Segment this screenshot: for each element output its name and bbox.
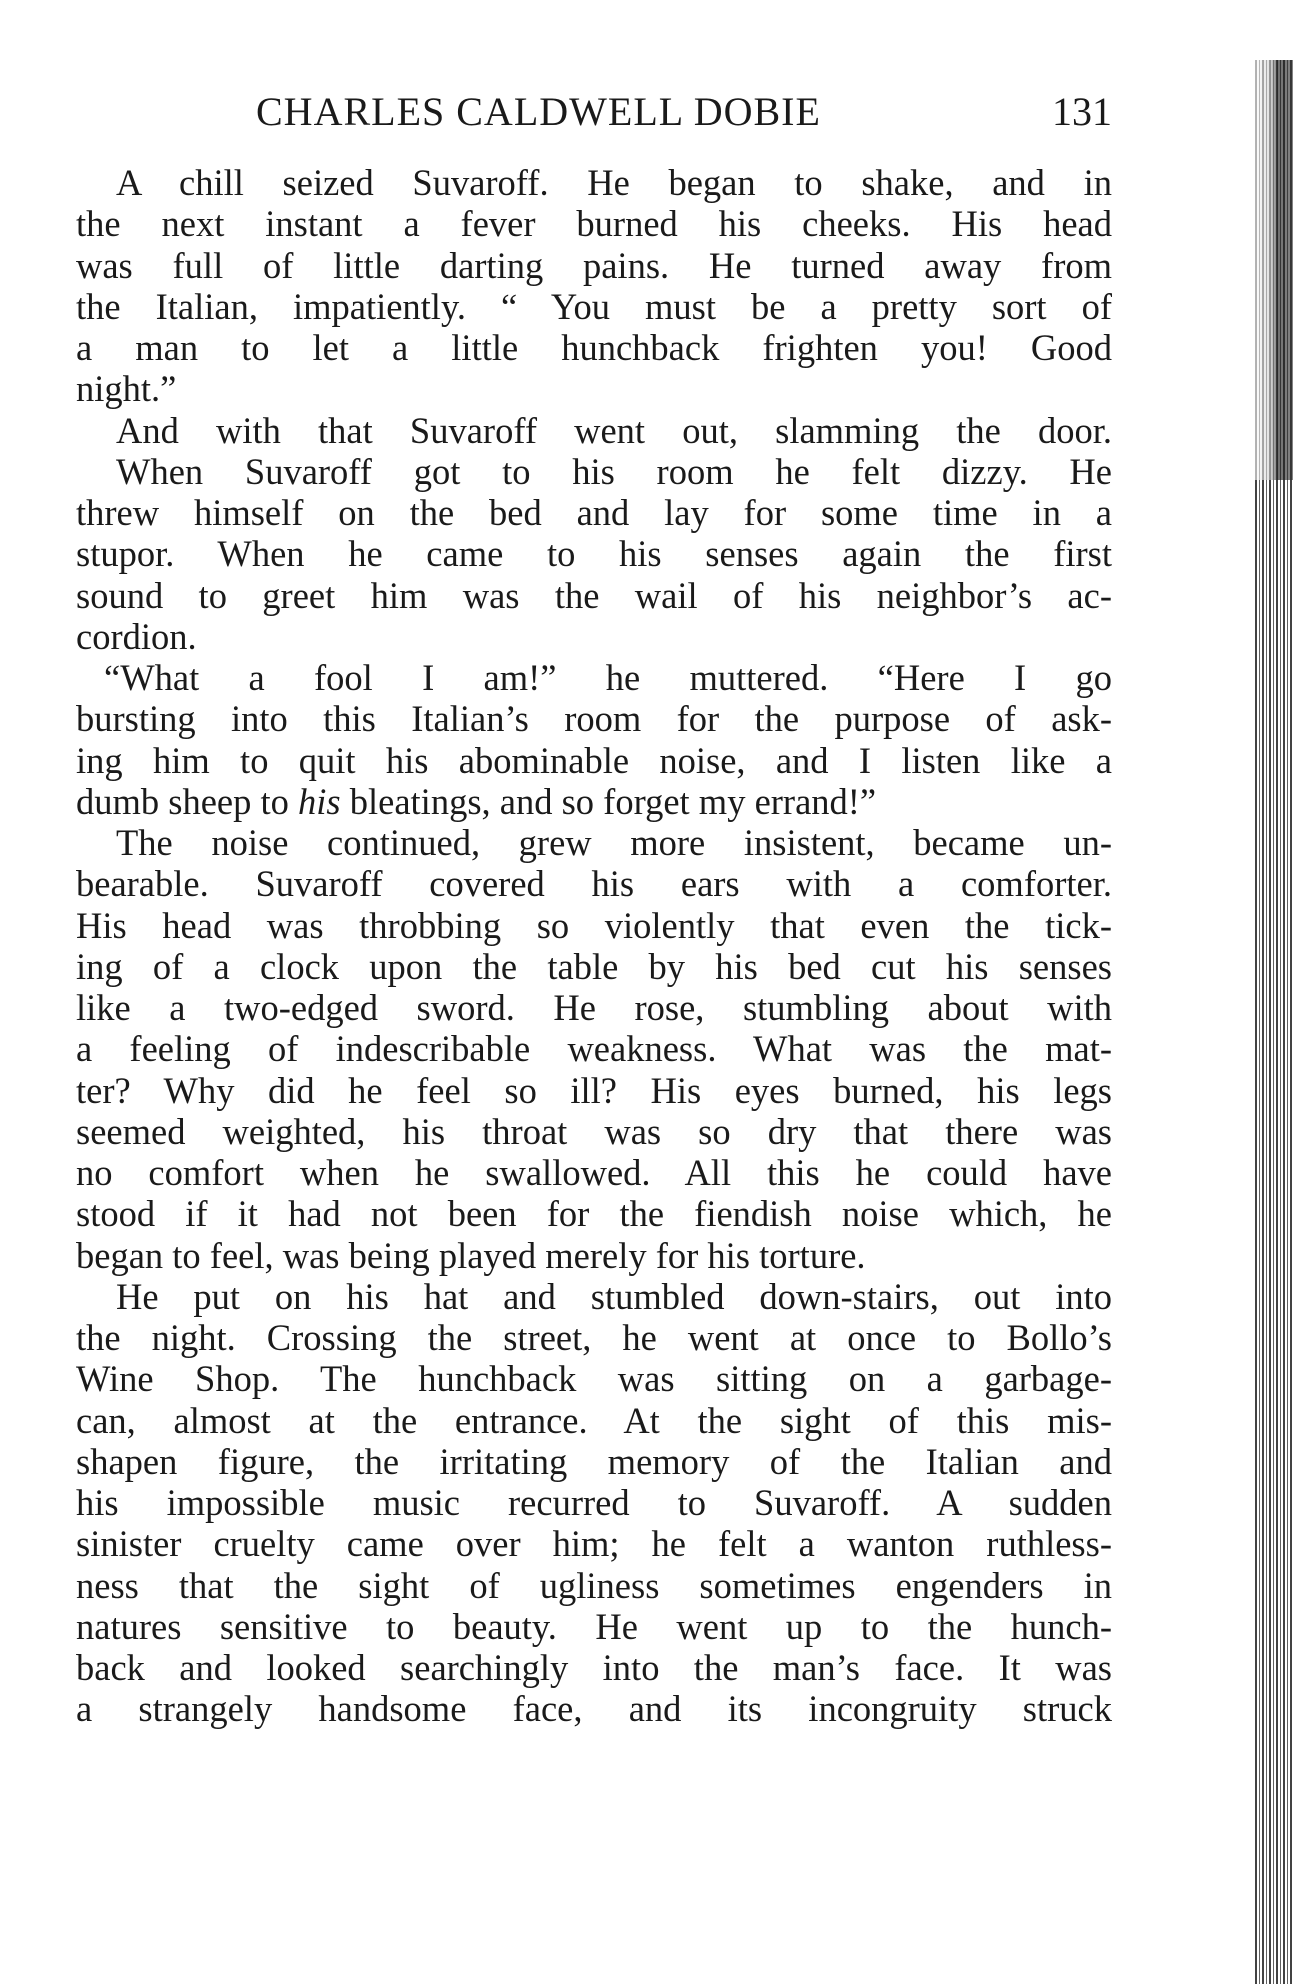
text-line: sound to greet him was the wail of his neighbor’s ac-: [76, 574, 1112, 616]
text-line: began to feel, was being played merely for his torture.: [76, 1234, 866, 1276]
text-segment: bleatings, and so forget my errand!”: [340, 780, 877, 822]
text-line: He put on his hat and stumbled down-stairs, out into: [116, 1275, 1112, 1317]
text-line: natures sensitive to beauty. He went up to the hunch-: [76, 1605, 1112, 1647]
italic-word: his: [298, 780, 341, 822]
text-line: “What a fool I am!” he muttered. “Here I go: [104, 657, 1112, 698]
text-line: no comfort when he swallowed. All this he could have: [76, 1152, 1112, 1193]
page-number: 131: [1052, 89, 1112, 134]
text-line: bursting into this Italian’s room for the purpose of ask-: [76, 698, 1112, 740]
text-line: A chill seized Suvaroff. He began to shake, and in: [116, 162, 1112, 203]
text-line: His head was throbbing so violently that even the tick-: [76, 904, 1112, 946]
text-line: the next instant a fever burned his cheeks. His head: [76, 203, 1112, 245]
text-line: the Italian, impatiently. “ You must be a pretty sort of: [76, 285, 1112, 327]
text-line: can, almost at the entrance. At the sight of this mis-: [76, 1399, 1112, 1441]
text-line: like a two-edged sword. He rose, stumbling about with: [76, 987, 1112, 1028]
text-line: When Suvaroff got to his room he felt dizzy. He: [116, 450, 1112, 492]
text-line: [76, 781, 1112, 822]
text-segment: dumb sheep to: [76, 780, 299, 822]
running-head: [76, 82, 1112, 142]
text-line: a man to let a little hunchback frighten you! Good: [76, 327, 1112, 368]
text-line: a strangely handsome face, and its incongruity struck: [76, 1688, 1112, 1730]
text-line: seemed weighted, his throat was so dry that there was: [76, 1110, 1112, 1152]
text-line: Wine Shop. The hunchback was sitting on a garbage-: [76, 1358, 1112, 1400]
text-line: sinister cruelty came over him; he felt a wanton ruthless-: [76, 1523, 1112, 1565]
text-line: ness that the sight of ugliness sometimes engenders in: [76, 1564, 1112, 1606]
scanned-binding-shadow: [1255, 60, 1293, 480]
text-line: threw himself on the bed and lay for some time in a: [76, 492, 1112, 533]
body-text: [76, 162, 1112, 1730]
text-line: back and looked searchingly into the man’s face. It was: [76, 1647, 1112, 1688]
text-line: The noise continued, grew more insistent, became un-: [116, 822, 1112, 863]
text-line: the night. Crossing the street, he went at once to Bollo’s: [76, 1317, 1112, 1358]
text-line: his impossible music recurred to Suvaroff. A sudden: [76, 1482, 1112, 1523]
text-line: And with that Suvaroff went out, slamming the door.: [116, 409, 1112, 451]
text-line: cordion.: [76, 615, 197, 657]
text-line: stood if it had not been for the fiendish noise which, he: [76, 1193, 1112, 1235]
running-title: CHARLES CALDWELL DOBIE: [256, 89, 821, 134]
text-line: ter? Why did he feel so ill? His eyes burned, his legs: [76, 1069, 1112, 1111]
text-line: ing him to quit his abominable noise, and I listen like a: [76, 739, 1112, 781]
text-line: was full of little darting pains. He turned away from: [76, 244, 1112, 286]
text-line: a feeling of indescribable weakness. What was the mat-: [76, 1028, 1112, 1070]
text-line: shapen figure, the irritating memory of the Italian and: [76, 1440, 1112, 1482]
text-line: stupor. When he came to his senses again the first: [76, 533, 1112, 575]
text-line: ing of a clock upon the table by his bed cut his senses: [76, 945, 1112, 987]
text-line: night.”: [76, 368, 177, 410]
text-line: bearable. Suvaroff covered his ears with a comforter.: [76, 863, 1112, 905]
